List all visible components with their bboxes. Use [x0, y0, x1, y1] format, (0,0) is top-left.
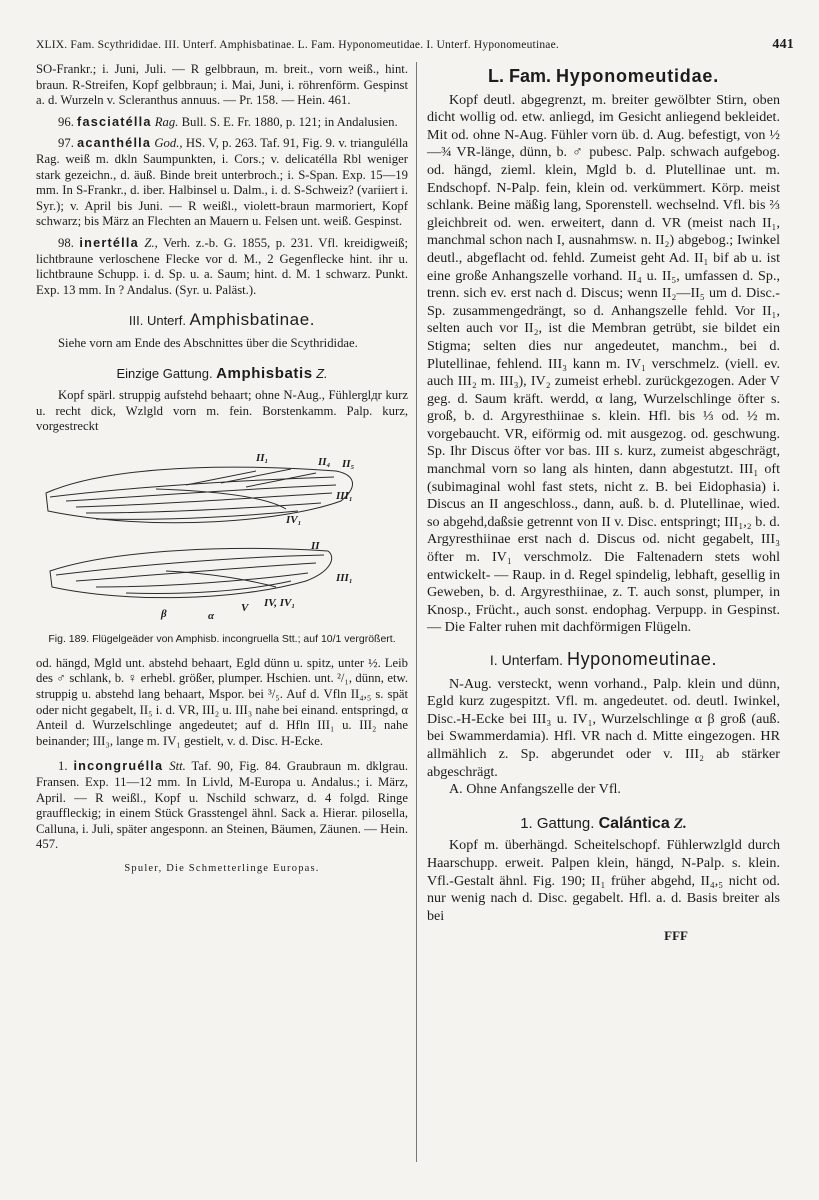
species-author: God., [154, 136, 183, 151]
vein-label-II5: II₅ [342, 457, 355, 470]
wing-venation-drawing [36, 441, 408, 631]
vein-label-II4: II₄ [318, 455, 331, 468]
signature-mark: FFF [664, 928, 688, 944]
subfamily-number: III. Unterf. [128, 313, 186, 329]
species-text: HS. V, p. 263. Taf. 91, Fig. 9. v. triangulélla Rag. weiß m. dkln Saumpunkten, i. Cors.; v. delicatélla Rbl weniger stark gezeichn., d. äuß. Binde breit unterbroch.; i. S-Span. Exp. 15—19 mm. In S-Frankr., d. iber. Halbinsel u. Dalm., i. d. S-Schweiz? (variiert i. Syr.); v. April bis Juni. — R weißl., violett-braun marmoriert, Kopf schwarz; bis März an Flechten an Mauern u. Felsen unt. weiß. Gespinst. [36, 136, 409, 229]
wing-venation-figure [36, 441, 408, 631]
species-text: Verh. z.-b. G. 1855, p. 231. Vfl. kreidigweiß; lichtbraune verloschene Flecke vor d. M., 2 Gegenflecke hint. ihr u. lichtbraune Schupp. i. d. Sp. u. a. Saum; hint. d. M. 1 schwarz. Punkt. Exp. 13 mm. In ? Andalus. (Syr. u. Paläst.). [36, 235, 408, 297]
species-96 [36, 115, 408, 131]
genus-prefix: Einzige Gattung. [116, 365, 213, 381]
vein-label-II1: II₁ [256, 451, 269, 464]
vein-label-V: V [241, 601, 249, 614]
species-number: 97. [58, 136, 74, 151]
species-name: fasciatélla [77, 114, 152, 129]
vein-label-IV: IV, IV₁ [264, 596, 296, 609]
species-text: Bull. S. E. Fr. 1880, p. 121; in Andalusien. [181, 114, 398, 129]
page-footer: Spuler, Die Schmetterlinge Europas. [124, 863, 320, 874]
species-name: acanthélla [77, 136, 152, 151]
subfamily-name: Amphisbatinae. [189, 310, 316, 330]
species-98 [36, 236, 408, 298]
genus-name: Calántica [598, 814, 670, 832]
vein-label-III1-hind: III₁ [336, 571, 353, 584]
genus-heading [427, 815, 780, 834]
figure-caption: Fig. 189. Flügelgeäder von Amphisb. incongruella Stt.; auf 10/1 vergrößert. [48, 632, 396, 645]
paragraph-genus-continued: od. hängd, Mgld unt. abstehd behaart, Egld dünn u. spitz, unter ½. Leib des ♂ schlank, b. ♀ erhebl. größer, plumper. Hschien. unt. ²/₁, dünn, etw. struppig u. abstehd lang behaart, Mspor. bei ³/₅. Auf d. Vfln II₄,₅ s. spät oder nicht gegabelt, II₅ i. d. VR, III₂ u. III₃ nahe bei einand. entspringd, α Anteil d. Wurzelschlinge angedeutet; auf d. Hfln III₁ u. III₂ nahe beinander; III₃, lange m. IV₁ gestielt, v. d. Disc. H-Ecke. [36, 655, 408, 748]
genus-text: Kopf m. überhängd. Scheitelschopf. Fühlerwzlgld durch Haarschupp. erweit. Palpen klein, hängd, N-Palp. s. klein. Vfl.-Gestalt ähnl. Fig. 190; II₁ früher abgehd, II₄,₅ nicht od. nur wenig nach d. Disc. gegabelt. Hfl. a. d. Basis breiter als bei [427, 837, 780, 924]
section-a: A. Ohne Anfangszelle der Vfl. [449, 781, 621, 798]
paragraph-continuation: SO-Frankr.; i. Juni, Juli. — R gelbbraun, m. breit., vorn weiß., hint. braun. R-Streifen, Kopf gelbbraun; i. Mai, Juni, i. röhrenförm. Gespinst a. d. Wurzeln v. Scleranthus annuus. — Pr. 158. — Hein. 461. [36, 62, 408, 108]
species-author: Z., [144, 235, 158, 250]
vein-label-beta: β [161, 607, 167, 620]
vein-label-IV1: IV₁ [286, 513, 302, 526]
subfamily-text: Siehe vorn am Ende des Abschnittes über die Scythrididae. [58, 335, 358, 350]
column-divider [416, 62, 417, 1162]
subfamily-heading [36, 312, 408, 330]
left-column [36, 62, 408, 877]
family-number: L. Fam. [487, 66, 551, 86]
species-author: Rag. [154, 114, 179, 129]
family-heading [427, 68, 780, 86]
species-97 [36, 136, 408, 230]
family-name: Hyponomeutidae. [556, 66, 720, 86]
running-header [36, 37, 794, 53]
page-number: 441 [772, 37, 794, 52]
genus-text: Kopf spärl. struppig aufstehd behaart; ohne N-Aug., Fühlerglдr kurz u. recht dick, Wzlgld vorn m. fein. Borstenkamm. Palp. kurz, vorgestreckt [36, 388, 408, 434]
subfamily-text: N-Aug. versteckt, wenn vorhand., Palp. klein und dünn, Egld kurz zugespitzt. Vfl. m. angedeutet. od. deutl. Iwinkel, Disc.-H-Ecke bei III₃ u. IV₁, Wurzelschlinge α β groß (auß. bei Swammerdamia). Hfl. VR nach d. Mitte eingezogen. HR allmählich z. Sp. abgerundet oder v. III₂ ab stärker abgeschrägt. [427, 675, 780, 780]
genus-name: Amphisbatis [216, 364, 313, 382]
species-name: incongruélla [73, 759, 164, 774]
species-name: inertélla [79, 235, 139, 250]
running-title: XLIX. Fam. Scythrididae. III. Unterf. Amphisbatinae. L. Fam. Hyponomeutidae. I. Unterf. Hyponomeutinae. [36, 39, 559, 51]
subfamily-heading [427, 651, 780, 670]
species-number: 1. [58, 759, 68, 774]
species-text: Taf. 90, Fig. 84. Graubraun m. dklgrau. Fransen. Exp. 11—12 mm. In Livld, M-Europa u. Andalus.; i. März, April. — R weißl., Kopf u. Nschild schwarz, d. 4 folgd. Ringe grauffleckig; in einem Stück Grasstengel ähnl. Sack a. Hierar. pilosella, Calluna, i. Juli, später angesponn. an Steinen, Bäumen, Zäunen. — Hein. 457. [36, 759, 409, 852]
right-column [427, 62, 780, 945]
genus-heading [36, 366, 408, 383]
species-1 [36, 759, 408, 853]
species-number: 98. [58, 235, 74, 250]
species-author: Stt. [169, 759, 186, 774]
genus-author: Z. [316, 366, 328, 381]
vein-label-II: II [311, 539, 320, 552]
subfamily-number: I. Unterfam. [489, 652, 564, 668]
species-number: 96. [58, 114, 74, 129]
vein-label-alpha: α [208, 609, 215, 622]
genus-prefix: 1. Gattung. [520, 814, 595, 832]
vein-label-III1: III₁ [336, 489, 353, 502]
genus-author: Z. [673, 815, 687, 832]
family-text: Kopf deutl. abgegrenzt, m. breiter gewölbter Stirn, oben dicht wollig od. etw. anliegd, im Gesicht anliegend bekleidet. Mit od. ohne N-Aug. Fühler vorn üb. d. Aug. befestigt, von ½—¾ VR-länge, dünn, b. ♂ pubesc. Palp. schwach aufgebog. od. hängd, zieml. klein, Mgld b. d. Plutellinae unt. m. Endschopf. N-Palp. fein, klein od. verkümmert. Körp. meist schlank. Beine mäßig lang, Sporenstell. wechselnd. Vfl. bis ⅔ gleichbreit od. wen. erweitert, dann d. VR (meist nach II₁, manchmal schon nach I, ausnahmsw. n. II₂) abgebog.; Iwinkel deutl., abgeflacht od. fehld. Zumeist geht Ad. II₁ bif ab u. ist eine große Anhangszelle vorhand. II₄ u. II₅, umfassen d. Sp., trenn. sich ev. erst nach d. Discus; wenn II₂—II₅ um d. Disc.-Sp. zusammengedrängt, so d. Anhangszelle fehld. Vor II₁, selten auch vor II₂, ist die Membran getrübt, sie bildet ein Stigma; selten dies nur angedeutet, manchm., bei d. Plutellinae, fehlend. III₃ kann m. IV₁ verschmelz. (viell. ev. auch III₂ m. III₃), IV₂ zumeist erhebl. zurückgezogen. Ader V geg. d. Saum kräft. werdd, α lang, Wurzelschlinge öfter s. groß, b. d. Argyresthiinae s. klein. Hfl. bis ⅓ od. ½ m. vorgebaucht. VR, eiförmig od. mit ausgezog. od. geschwung. Sp. Ihr Discus öfter vor bas. III s. kurz, zumeist abgeschrägt, manchmal vorn so lang als hinten, dann abgestutzt. III₁ oft (subimaginal wohl fast stets, nicht z. B. bei Eidophasia) i. Discus an II angeschloss., dann, auß. b. d. Plutellinae, wied. so abgehd,daßsie getrennt von II v. Disc. entspringt; III₁,₂ b. d. Argyresthiinae erst nach d. Discus od. nicht gegabelt, III₃ öfter m. IV₁ verschmolz. Die Faltenadern stets wohl entwickelt- — Raup. in d. Regel spindelig, lebhaft, gesellig in Geweben, b. d. Argyresthiinae, z. T. auch sonst, plumper, in Knosp., Frücht., auch sonst. endophag. Verpupp. in Gespinst. — Die Falter ruhen mit dachförmigen Flügeln. [427, 91, 780, 636]
subfamily-name: Hyponomeutinae. [566, 649, 718, 669]
